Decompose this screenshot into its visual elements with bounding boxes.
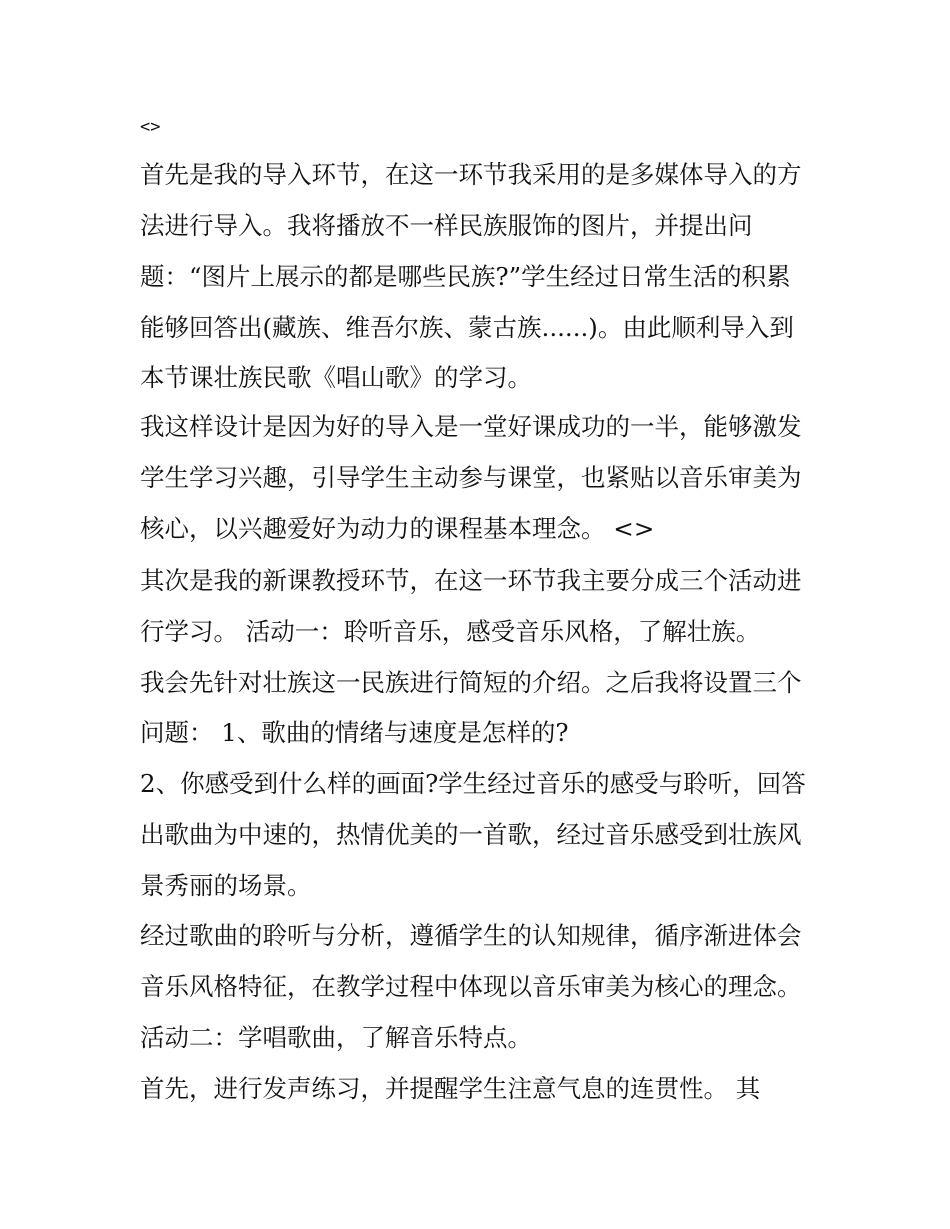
text-line: 题：“图片上展示的都是哪些民族?”学生经过日常生活的积累 <box>140 262 791 291</box>
text-line: 音乐风格特征，在教学过程中体现以音乐审美为核心的理念。 <box>140 972 802 1001</box>
text-line: 其次是我的新课教授环节，在这一环节我主要分成三个活动进 <box>140 566 802 595</box>
text-line: 我这样设计是因为好的导入是一堂好课成功的一半，能够激发 <box>140 412 802 441</box>
text-line: 首先是我的导入环节，在这一环节我采用的是多媒体导入的方 <box>140 160 802 189</box>
text-line: 法进行导入。我将播放不一样民族服饰的图片，并提出问 <box>140 211 753 240</box>
text-line: 2、你感受到什么样的画面?学生经过音乐的感受与聆听，回答 <box>140 769 806 798</box>
text-line: 经过歌曲的聆听与分析，遵循学生的认知规律，循序渐进体会 <box>140 921 802 950</box>
text-line: 首先，进行发声练习，并提醒学生注意气息的连贯性。 其 <box>140 1074 761 1103</box>
text-line: 景秀丽的场景。 <box>140 871 312 900</box>
text-line: 出歌曲为中速的，热情优美的一首歌，经过音乐感受到壮族风 <box>140 820 802 849</box>
text-line: 问题： 1、歌曲的情绪与速度是怎样的? <box>140 718 569 747</box>
text-line: 我会先针对壮族这一民族进行简短的介绍。之后我将设置三个 <box>140 668 802 697</box>
text-line: 行学习。 活动一：聆听音乐，感受音乐风格，了解壮族。 <box>140 617 761 646</box>
text-line: 活动二：学唱歌曲，了解音乐特点。 <box>140 1023 532 1052</box>
text-line: 学生学习兴趣，引导学生主动参与课堂，也紧贴以音乐审美为 <box>140 463 802 492</box>
section-marker: <> <box>140 117 161 137</box>
text-line: 本节课壮族民歌《唱山歌》的学习。 <box>140 363 532 392</box>
text-line: 核心，以兴趣爱好为动力的课程基本理念。 <> <box>140 514 655 543</box>
text-line: 能够回答出(藏族、维吾尔族、蒙古族......)。由此顺利导入到 <box>140 313 794 342</box>
